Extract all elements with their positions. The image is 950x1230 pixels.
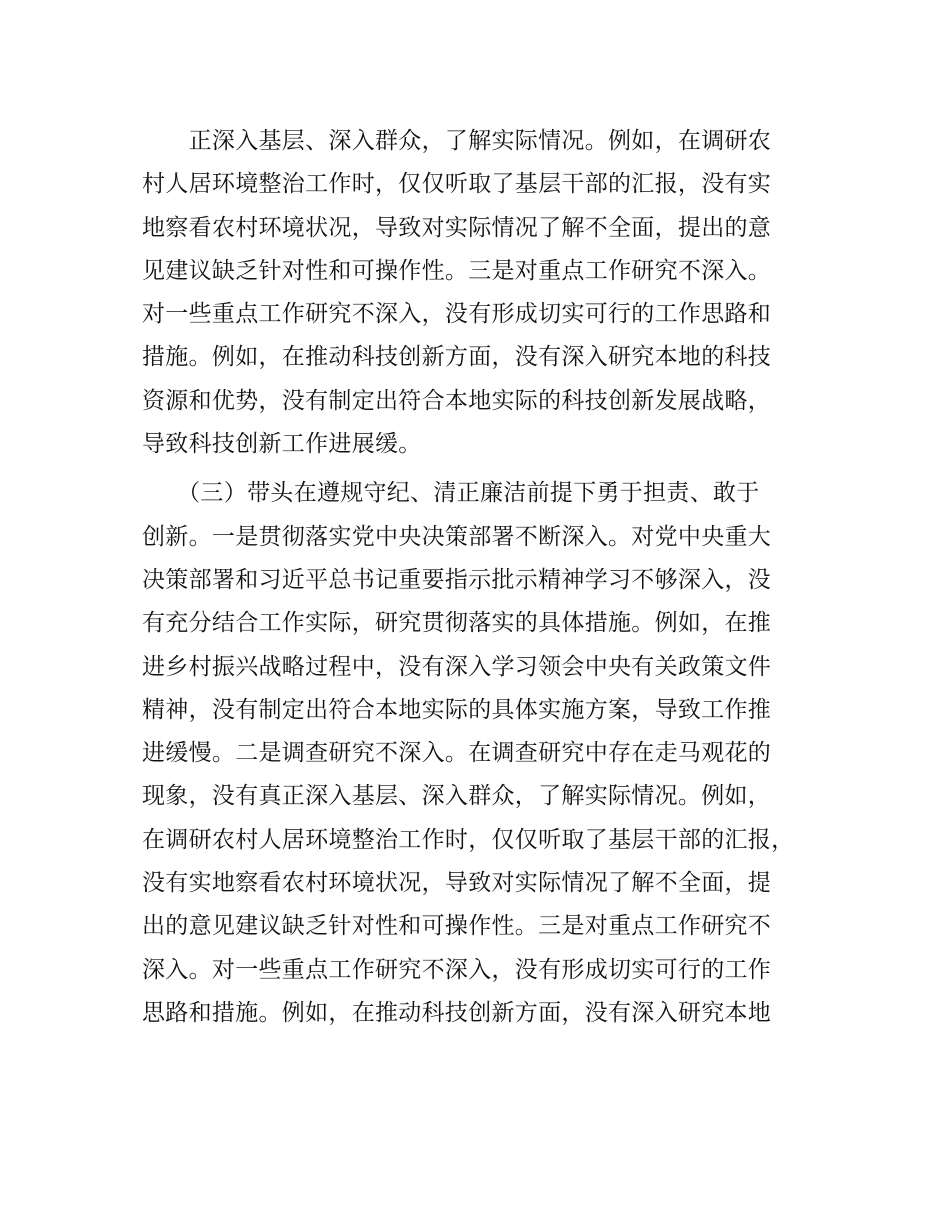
- text-line: 地察看农村环境状况，导致对实际情况了解不全面，提出的意: [142, 214, 772, 241]
- text-line: 决策部署和习近平总书记重要指示批示精神学习不够深入，没: [142, 566, 772, 593]
- text-line: 在调研农村人居环境整治工作时，仅仅听取了基层干部的汇报，: [142, 826, 795, 853]
- text-line: 出的意见建议缺乏针对性和可操作性。三是对重点工作研究不: [142, 913, 772, 940]
- text-line: 有充分结合工作实际，研究贯彻落实的具体措施。例如，在推: [142, 610, 772, 637]
- text-line: 创新。一是贯彻落实党中央决策部署不断深入。对党中央重大: [142, 523, 772, 550]
- text-line: 村人居环境整治工作时，仅仅听取了基层干部的汇报，没有实: [142, 171, 772, 198]
- text-line: 现象，没有真正深入基层、深入群众，了解实际情况。例如，: [142, 783, 772, 810]
- paragraph-2: [142, 472, 832, 1035]
- paragraph-1: [142, 120, 832, 466]
- text-line: （三）带头在遵规守纪、清正廉洁前提下勇于担责、敢于: [142, 480, 760, 507]
- text-line: 精神，没有制定出符合本地实际的具体实施方案，导致工作推: [142, 696, 772, 723]
- text-line: 进乡村振兴战略过程中，没有深入学习领会中央有关政策文件: [142, 653, 772, 680]
- document-body: [142, 120, 832, 1035]
- text-line: 资源和优势，没有制定出符合本地实际的科技创新发展战略，: [142, 387, 772, 414]
- text-line: 正深入基层、深入群众，了解实际情况。例如，在调研农: [142, 128, 772, 154]
- text-line: 对一些重点工作研究不深入，没有形成切实可行的工作思路和: [142, 301, 772, 328]
- text-line: 措施。例如，在推动科技创新方面，没有深入研究本地的科技: [142, 344, 772, 371]
- text-line: 导致科技创新工作进展缓。: [142, 431, 422, 458]
- text-line: 思路和措施。例如，在推动科技创新方面，没有深入研究本地: [142, 999, 772, 1026]
- text-line: 深入。对一些重点工作研究不深入，没有形成切实可行的工作: [142, 956, 772, 983]
- text-line: 没有实地察看农村环境状况，导致对实际情况了解不全面，提: [142, 870, 772, 897]
- text-line: 见建议缺乏针对性和可操作性。三是对重点工作研究不深入。: [142, 257, 772, 284]
- text-line: 进缓慢。二是调查研究不深入。在调查研究中存在走马观花的: [142, 740, 772, 767]
